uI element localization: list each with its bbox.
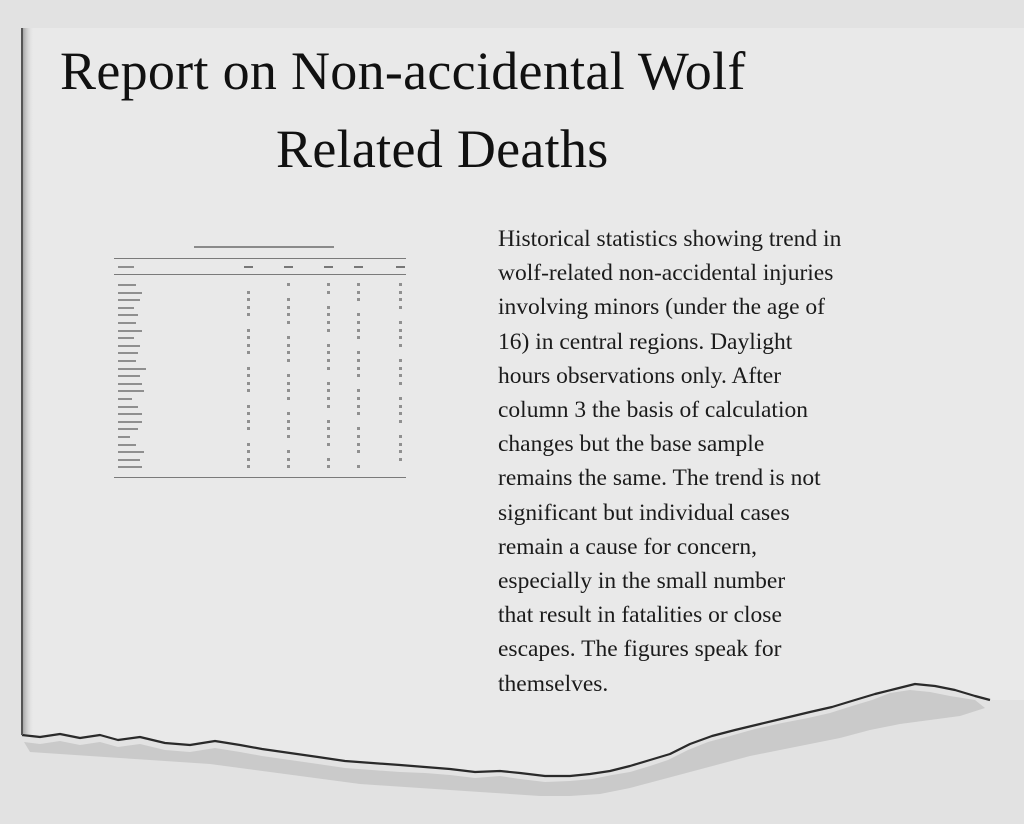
- table-row-label-blur: [118, 330, 142, 332]
- table-cell-blur: [247, 382, 250, 385]
- table-row-label-blur: [118, 421, 142, 423]
- table-cell-blur: [357, 283, 360, 286]
- table-cell-blur: [327, 283, 330, 286]
- table-cell-blur: [247, 374, 250, 377]
- table-cell-blur: [287, 397, 290, 400]
- table-cell-blur: [287, 435, 290, 438]
- data-table-thumbnail: [114, 246, 406, 480]
- table-cell-blur: [287, 450, 290, 453]
- table-header-cell-blur: [284, 266, 293, 268]
- table-cell-blur: [287, 351, 290, 354]
- description-line: remain a cause for concern,: [498, 533, 758, 560]
- table-cell-blur: [247, 443, 250, 446]
- table-cell-blur: [247, 313, 250, 316]
- table-row-label-blur: [118, 375, 140, 377]
- table-cell-blur: [327, 405, 330, 408]
- table-cell-blur: [327, 458, 330, 461]
- table-cell-blur: [327, 443, 330, 446]
- description-line: 16) in central regions. Daylight: [498, 328, 793, 355]
- table-cell-blur: [357, 291, 360, 294]
- table-cell-blur: [247, 405, 250, 408]
- table-cell-blur: [247, 420, 250, 423]
- table-row-label-blur: [118, 307, 134, 309]
- description-line: that result in fatalities or close: [498, 602, 782, 629]
- table-cell-blur: [287, 458, 290, 461]
- table-cell-blur: [357, 397, 360, 400]
- description-line: wolf-related non-accidental injuries: [498, 260, 834, 287]
- table-cell-blur: [399, 450, 402, 453]
- table-row-label-blur: [118, 390, 144, 392]
- table-row-label-blur: [118, 345, 140, 347]
- table-cell-blur: [357, 351, 360, 354]
- table-cell-blur: [357, 435, 360, 438]
- table-cell-blur: [357, 412, 360, 415]
- table-header-cell-blur: [244, 266, 253, 268]
- description-line: themselves.: [498, 670, 609, 697]
- table-row-label-blur: [118, 466, 142, 468]
- description-line: escapes. The figures speak for: [498, 636, 782, 663]
- table-cell-blur: [399, 306, 402, 309]
- table-cell-blur: [357, 298, 360, 301]
- table-row-label-blur: [118, 368, 146, 370]
- report-title-line-1: Report on Non-accidental Wolf: [60, 41, 746, 101]
- table-cell-blur: [357, 367, 360, 370]
- table-cell-blur: [357, 427, 360, 430]
- table-cell-blur: [327, 291, 330, 294]
- table-header-rule: [114, 274, 406, 275]
- table-cell-blur: [399, 382, 402, 385]
- table-header-cell-blur: [396, 266, 405, 268]
- table-cell-blur: [247, 465, 250, 468]
- table-cell-blur: [399, 298, 402, 301]
- table-cell-blur: [287, 420, 290, 423]
- table-cell-blur: [327, 382, 330, 385]
- description-line: significant but individual cases: [498, 499, 790, 526]
- table-cell-blur: [357, 405, 360, 408]
- description-line: hours observations only. After: [498, 362, 782, 389]
- table-header-blur: [118, 266, 134, 268]
- table-row-label-blur: [118, 451, 144, 453]
- table-cell-blur: [357, 450, 360, 453]
- table-cell-blur: [399, 291, 402, 294]
- table-row-label-blur: [118, 284, 136, 286]
- table-row-label-blur: [118, 428, 138, 430]
- table-cell-blur: [247, 458, 250, 461]
- table-cell-blur: [357, 465, 360, 468]
- table-cell-blur: [327, 389, 330, 392]
- table-cell-blur: [399, 405, 402, 408]
- table-cell-blur: [357, 443, 360, 446]
- table-cell-blur: [287, 382, 290, 385]
- table-row-label-blur: [118, 352, 138, 354]
- table-cell-blur: [357, 374, 360, 377]
- table-cell-blur: [247, 389, 250, 392]
- table-cell-blur: [399, 283, 402, 286]
- table-cell-blur: [399, 329, 402, 332]
- table-cell-blur: [357, 321, 360, 324]
- table-cell-blur: [287, 427, 290, 430]
- table-cell-blur: [247, 351, 250, 354]
- table-cell-blur: [399, 359, 402, 362]
- table-row-label-blur: [118, 360, 136, 362]
- table-cell-blur: [327, 397, 330, 400]
- description-line: involving minors (under the age of: [498, 294, 825, 321]
- table-cell-blur: [287, 412, 290, 415]
- description-line: remains the same. The trend is not: [498, 465, 821, 492]
- table-cell-blur: [247, 336, 250, 339]
- description-line: especially in the small number: [498, 568, 786, 595]
- table-cell-blur: [327, 465, 330, 468]
- table-cell-blur: [327, 420, 330, 423]
- table-row-label-blur: [118, 413, 142, 415]
- table-cell-blur: [357, 336, 360, 339]
- table-cell-blur: [287, 283, 290, 286]
- table-caption-blur: [194, 246, 334, 248]
- table-row-label-blur: [118, 398, 132, 400]
- table-cell-blur: [247, 329, 250, 332]
- table-row-label-blur: [118, 292, 142, 294]
- table-cell-blur: [399, 420, 402, 423]
- table-cell-blur: [327, 367, 330, 370]
- table-row-label-blur: [118, 459, 140, 461]
- table-row-label-blur: [118, 337, 134, 339]
- table-top-rule: [114, 258, 406, 259]
- table-cell-blur: [327, 306, 330, 309]
- table-header-cell-blur: [354, 266, 363, 268]
- table-cell-blur: [287, 374, 290, 377]
- table-cell-blur: [327, 427, 330, 430]
- table-cell-blur: [247, 412, 250, 415]
- table-cell-blur: [399, 412, 402, 415]
- table-row-label-blur: [118, 383, 142, 385]
- table-bottom-rule: [114, 477, 406, 478]
- table-cell-blur: [399, 458, 402, 461]
- table-cell-blur: [327, 435, 330, 438]
- table-cell-blur: [357, 359, 360, 362]
- table-cell-blur: [357, 313, 360, 316]
- report-description: [498, 222, 938, 701]
- description-line: Historical statistics showing trend in: [498, 226, 842, 252]
- table-row-label-blur: [118, 436, 130, 438]
- table-row-label-blur: [118, 444, 136, 446]
- table-cell-blur: [247, 344, 250, 347]
- table-cell-blur: [247, 450, 250, 453]
- table-cell-blur: [327, 321, 330, 324]
- table-cell-blur: [327, 313, 330, 316]
- table-cell-blur: [399, 367, 402, 370]
- table-cell-blur: [399, 435, 402, 438]
- table-cell-blur: [247, 367, 250, 370]
- description-line: changes but the base sample: [498, 431, 765, 458]
- table-cell-blur: [399, 374, 402, 377]
- table-cell-blur: [357, 389, 360, 392]
- table-cell-blur: [399, 336, 402, 339]
- table-cell-blur: [247, 427, 250, 430]
- paper-left-edge-shade: [22, 28, 34, 734]
- table-cell-blur: [287, 344, 290, 347]
- table-cell-blur: [287, 465, 290, 468]
- table-cell-blur: [399, 397, 402, 400]
- table-cell-blur: [287, 321, 290, 324]
- table-cell-blur: [287, 359, 290, 362]
- table-cell-blur: [327, 329, 330, 332]
- table-cell-blur: [287, 389, 290, 392]
- table-cell-blur: [399, 443, 402, 446]
- table-cell-blur: [287, 298, 290, 301]
- table-header-cell-blur: [324, 266, 333, 268]
- table-cell-blur: [247, 298, 250, 301]
- table-cell-blur: [287, 306, 290, 309]
- table-cell-blur: [327, 344, 330, 347]
- table-cell-blur: [287, 336, 290, 339]
- table-row-label-blur: [118, 314, 138, 316]
- table-row-label-blur: [118, 322, 136, 324]
- table-cell-blur: [327, 359, 330, 362]
- table-row-label-blur: [118, 406, 138, 408]
- table-cell-blur: [399, 321, 402, 324]
- report-title-line-2: Related Deaths: [276, 119, 609, 179]
- table-cell-blur: [327, 351, 330, 354]
- table-cell-blur: [399, 344, 402, 347]
- table-cell-blur: [247, 306, 250, 309]
- table-cell-blur: [247, 291, 250, 294]
- description-line: column 3 the basis of calculation: [498, 397, 808, 424]
- table-cell-blur: [357, 329, 360, 332]
- table-row-label-blur: [118, 299, 140, 301]
- table-cell-blur: [287, 313, 290, 316]
